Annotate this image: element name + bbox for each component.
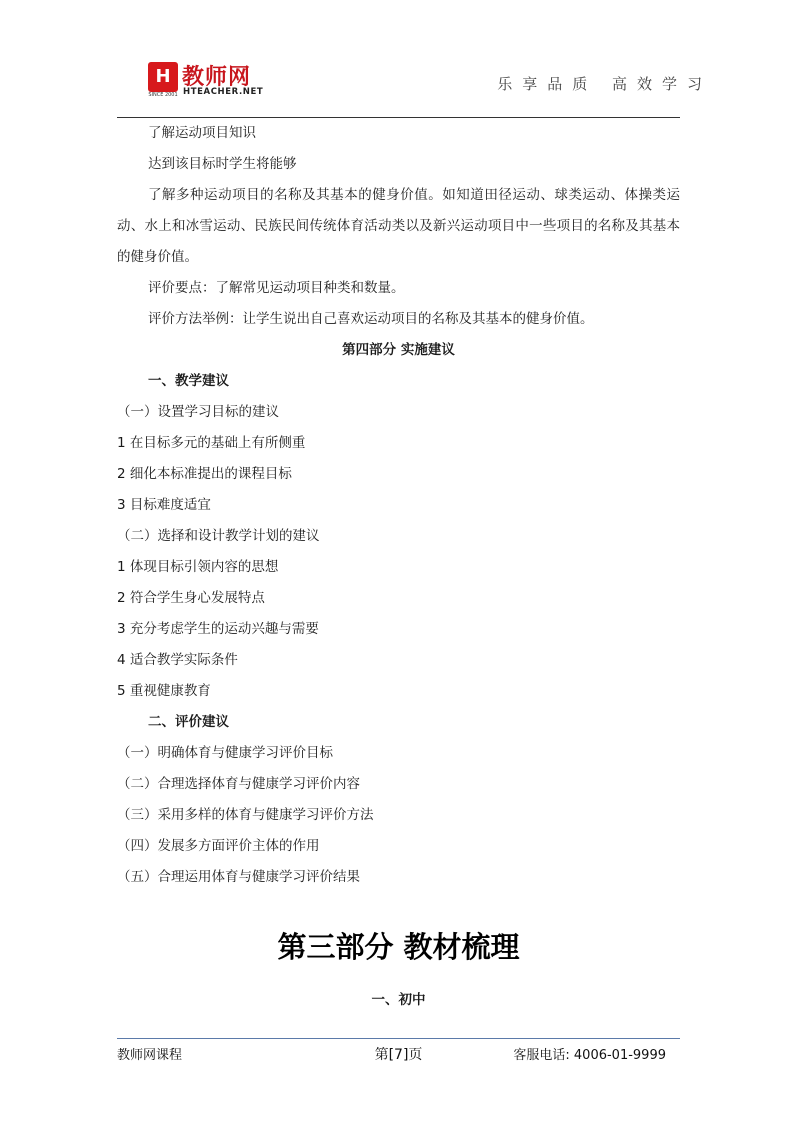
logo-since-text: SINCE 2001	[148, 92, 178, 98]
list-item: （一）设置学习目标的建议	[117, 404, 279, 420]
text-line: 了解运动项目知识	[148, 125, 256, 141]
list-item: （一）明确体育与健康学习评价目标	[117, 745, 333, 761]
list-item: 1 在目标多元的基础上有所侧重	[117, 435, 306, 451]
page-header	[0, 0, 800, 118]
logo[interactable]	[148, 62, 278, 98]
list-item: 2 细化本标准提出的课程目标	[117, 466, 292, 482]
header-slogan: 乐享品质 高效学习	[497, 75, 712, 93]
list-item: 4 适合教学实际条件	[117, 652, 238, 668]
page-footer	[117, 1044, 680, 1068]
evaluation-method: 评价方法举例：让学生说出自己喜欢运动项目的名称及其基本的健身价值。	[148, 311, 594, 327]
paragraph: 了解多种运动项目的名称及其基本的健身价值。如知道田径运动、球类运动、体操类运动、水上和冰雪运动、民族民间传统体育活动类以及新兴运动项目中一些项目的名称及其基本的健身价值。	[117, 187, 680, 265]
text-line: 达到该目标时学生将能够	[148, 156, 297, 172]
part3-subtitle: 一、初中	[371, 992, 426, 1008]
logo-name: 教师网	[182, 65, 252, 90]
list-item: 5 重视健康教育	[117, 683, 211, 699]
logo-mark-icon: H	[148, 62, 178, 92]
list-item: （二）合理选择体育与健康学习评价内容	[117, 776, 360, 792]
part3-title: 第三部分 教材梳理	[277, 930, 520, 964]
section-heading-teaching: 一、教学建议	[148, 373, 229, 389]
part4-title: 第四部分 实施建议	[342, 342, 455, 358]
footer-divider	[117, 1038, 680, 1039]
list-item: 1 体现目标引领内容的思想	[117, 559, 279, 575]
list-item: 3 充分考虑学生的运动兴趣与需要	[117, 621, 319, 637]
list-item: （二）选择和设计教学计划的建议	[117, 528, 320, 544]
evaluation-points: 评价要点：了解常见运动项目种类和数量。	[148, 280, 405, 296]
page-number: 第[7]页	[374, 1047, 423, 1063]
footer-phone: 客服电话: 4006-01-9999	[513, 1048, 666, 1063]
list-item: （五）合理运用体育与健康学习评价结果	[117, 869, 360, 885]
logo-domain: HTEACHER.NET	[183, 87, 264, 97]
document-body	[117, 118, 680, 1011]
section-heading-evaluation: 二、评价建议	[148, 714, 229, 730]
list-item: （四）发展多方面评价主体的作用	[117, 838, 320, 854]
footer-course-name: 教师网课程	[117, 1048, 183, 1063]
list-item: （三）采用多样的体育与健康学习评价方法	[117, 807, 374, 823]
list-item: 3 目标难度适宜	[117, 497, 211, 513]
list-item: 2 符合学生身心发展特点	[117, 590, 265, 606]
